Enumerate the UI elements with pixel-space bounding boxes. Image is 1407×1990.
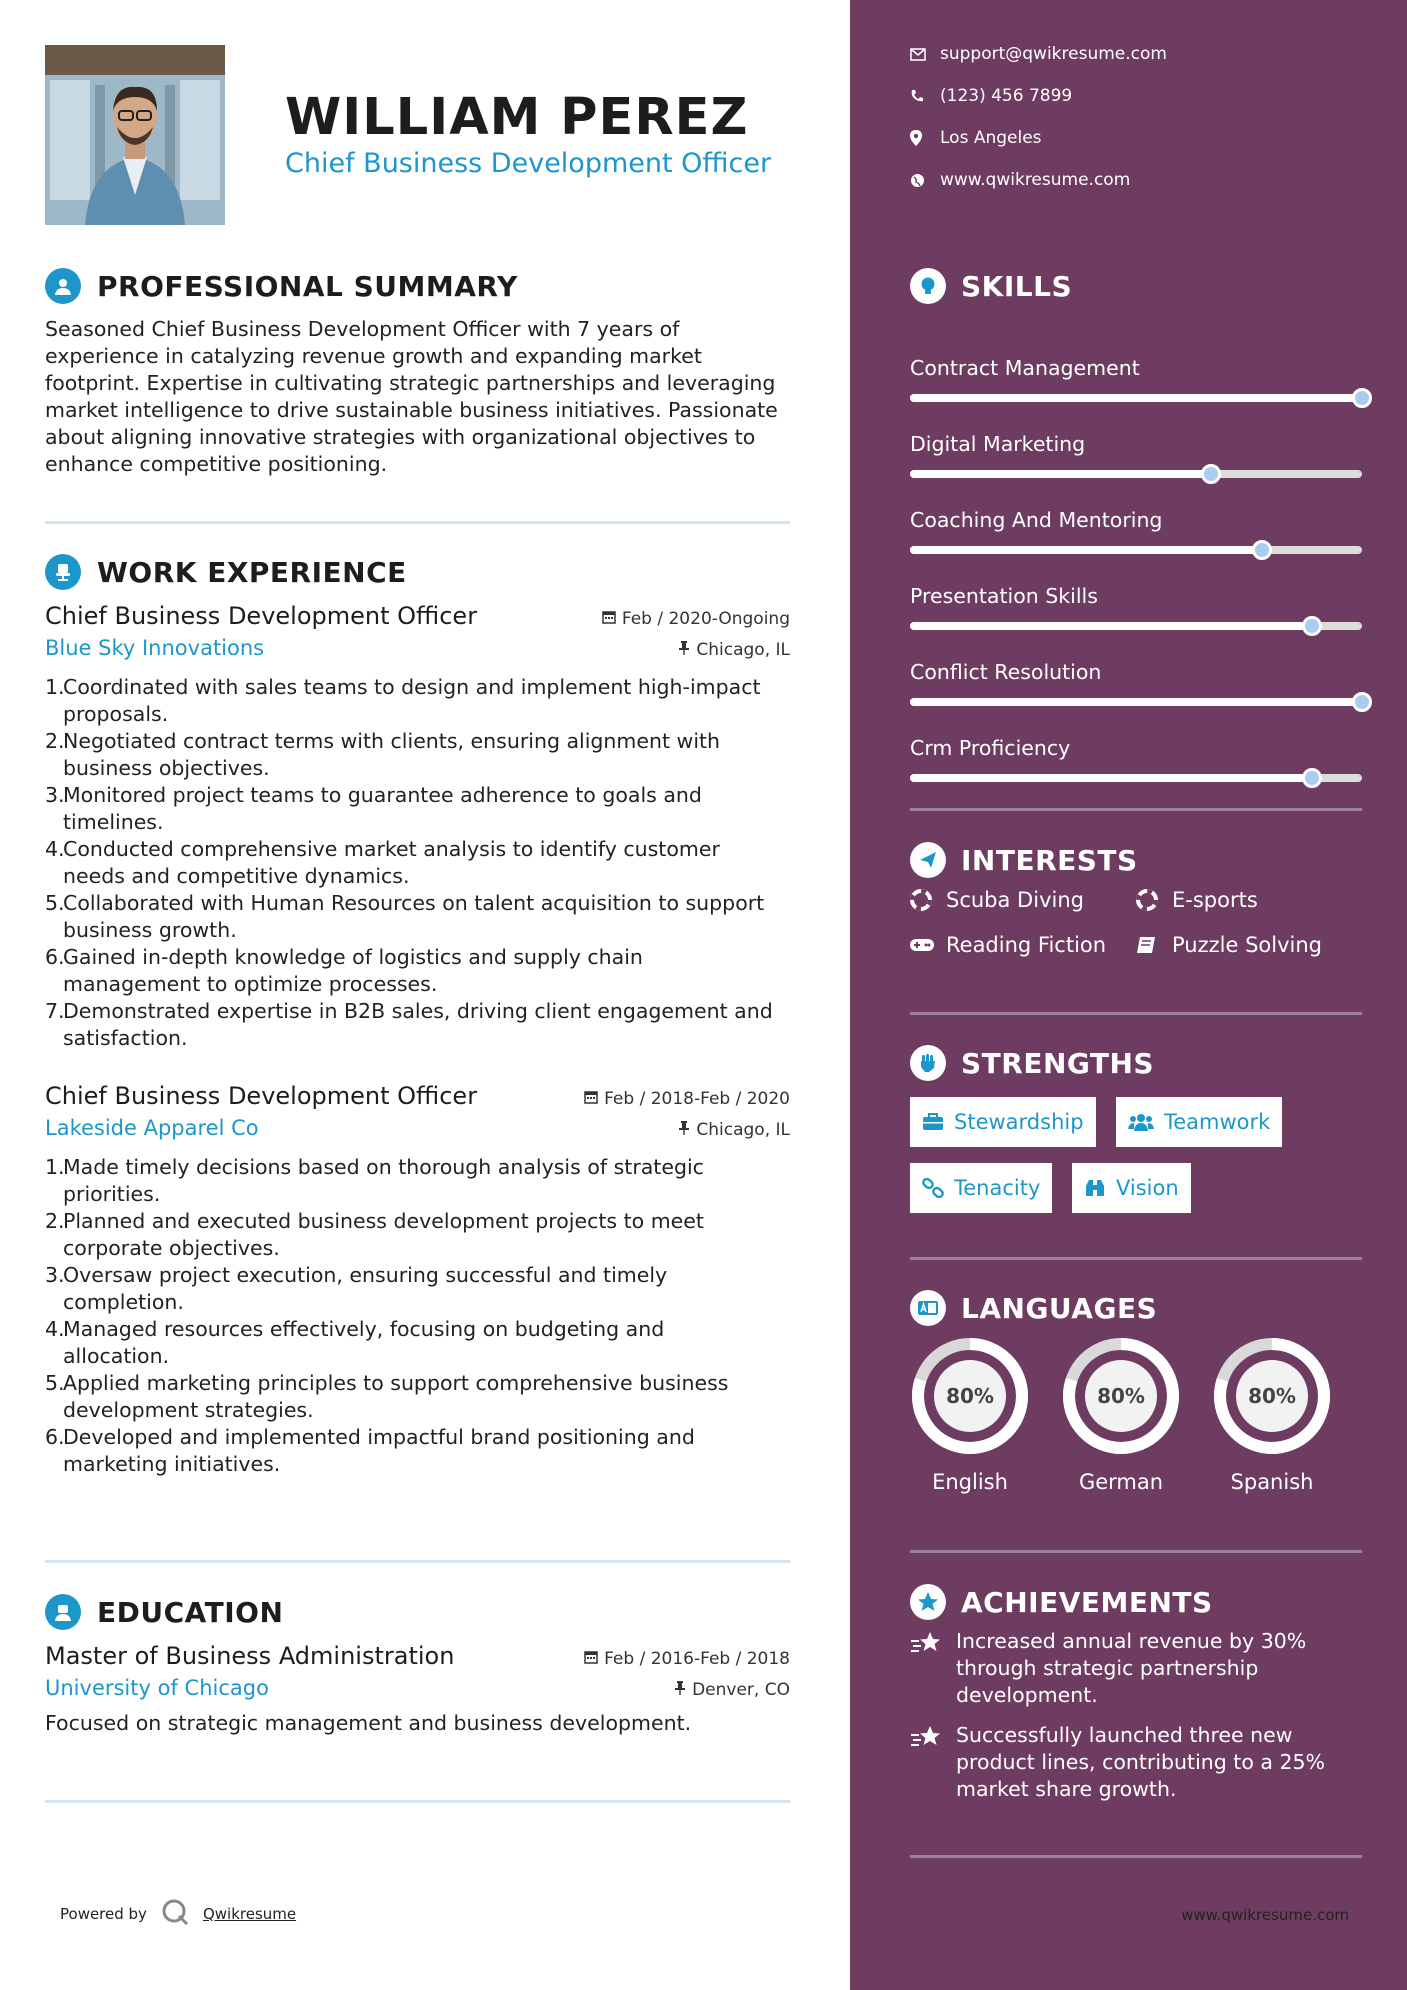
shooting-star-icon <box>910 1628 956 1709</box>
user-icon <box>45 268 81 304</box>
skill-bar <box>910 698 1362 706</box>
interest-item: E-sports <box>1136 888 1258 912</box>
sidebar-divider <box>910 808 1362 811</box>
qwikresume-link[interactable]: Qwikresume <box>202 1905 297 1923</box>
candidate-name: WILLIAM PEREZ <box>285 88 749 147</box>
list-item: 2. Negotiated contract terms with clients, ensuring alignment with business objectives. <box>45 729 721 780</box>
globe-icon <box>910 173 940 188</box>
book-icon <box>1136 936 1172 954</box>
binoculars-icon <box>1084 1178 1106 1198</box>
job-dates: Feb / 2020-Ongoing <box>602 609 790 629</box>
phone-icon <box>910 89 940 103</box>
contact-website[interactable]: www.qwikresume.com <box>910 168 1130 192</box>
link-icon <box>922 1178 944 1198</box>
shooting-star-icon <box>910 1722 956 1803</box>
education-note: Focused on strategic management and business development. <box>45 1711 692 1735</box>
interest-item: Puzzle Solving <box>1136 933 1322 957</box>
skill-level-knob <box>1252 540 1272 560</box>
company-name: Blue Sky Innovations <box>45 636 265 660</box>
pin-icon <box>678 1120 690 1140</box>
contact-location: Los Angeles <box>910 126 1042 150</box>
job-responsibilities <box>45 674 790 1052</box>
lightbulb-icon <box>910 268 946 304</box>
list-item: 2. Planned and executed business development projects to meet corporate objectives. <box>45 1209 704 1260</box>
paper-plane-icon <box>910 842 946 878</box>
skill-item: Crm Proficiency <box>910 736 1362 796</box>
strength-chip: Teamwork <box>1116 1097 1282 1147</box>
skill-item: Digital Marketing <box>910 432 1362 492</box>
life-ring-icon <box>1136 889 1172 911</box>
experience-title: WORK EXPERIENCE <box>97 555 407 589</box>
strengths-section <box>910 1043 1362 1200</box>
achievement-item: Increased annual revenue by 30% through strategic partnership development. <box>910 1628 1362 1709</box>
list-item: 6. Developed and implemented impactful brand positioning and marketing initiatives. <box>45 1425 695 1476</box>
section-divider <box>45 521 790 524</box>
job-entry <box>45 1082 790 1478</box>
job-title: Chief Business Development Officer <box>45 602 478 630</box>
education-title: EDUCATION <box>97 1595 284 1629</box>
degree: Master of Business Administration <box>45 1642 455 1670</box>
education-dates: Feb / 2016-Feb / 2018 <box>584 1649 790 1669</box>
graduate-icon <box>45 1594 81 1630</box>
sidebar-divider <box>910 1257 1362 1260</box>
list-item: 4. Conducted comprehensive market analysis to identify customer needs and competitive dynamics. <box>45 837 720 888</box>
language-name: Spanish <box>1230 1470 1314 1494</box>
skill-bar <box>910 394 1362 402</box>
sidebar-divider <box>910 1855 1362 1858</box>
summary-title: PROFESSIONAL SUMMARY <box>97 269 518 303</box>
svg-text:80%: 80% <box>946 1384 994 1408</box>
contact-email[interactable]: support@qwikresume.com <box>910 42 1167 66</box>
qwikresume-logo-icon <box>161 1898 191 1930</box>
candidate-role: Chief Business Development Officer <box>285 148 772 179</box>
list-item: 7. Demonstrated expertise in B2B sales, driving client engagement and satisfaction. <box>45 999 773 1050</box>
language-item <box>910 1336 1030 1494</box>
section-divider <box>45 1560 790 1563</box>
languages-title: LANGUAGES <box>961 1291 1158 1325</box>
list-item: 3. Oversaw project execution, ensuring successful and timely completion. <box>45 1263 668 1314</box>
skill-bar <box>910 622 1362 630</box>
language-ring <box>1061 1336 1181 1456</box>
calendar-icon <box>602 609 616 629</box>
list-item: 1. Coordinated with sales teams to design and implement high-impact proposals. <box>45 675 761 726</box>
language-item <box>1061 1336 1181 1494</box>
skill-level-knob <box>1302 768 1322 788</box>
language-name: German <box>1078 1470 1164 1494</box>
skill-level-knob <box>1302 616 1322 636</box>
skill-bar <box>910 470 1362 478</box>
experience-section <box>45 552 790 1478</box>
envelope-icon <box>910 48 940 61</box>
briefcase-icon <box>922 1113 944 1131</box>
pin-icon <box>678 640 690 660</box>
languages-section <box>910 1288 1362 1494</box>
strength-chip: Vision <box>1072 1163 1191 1213</box>
pin-icon <box>674 1680 686 1700</box>
skill-level-knob <box>1352 692 1372 712</box>
skill-item: Coaching And Mentoring <box>910 508 1362 568</box>
skill-level-knob <box>1201 464 1221 484</box>
job-entry <box>45 602 790 1052</box>
section-divider <box>45 1800 790 1803</box>
strength-chip: Tenacity <box>910 1163 1052 1213</box>
list-item: 1. Made timely decisions based on thorough analysis of strategic priorities. <box>45 1155 704 1206</box>
education-section <box>45 1592 790 1737</box>
star-badge-icon <box>910 1584 946 1620</box>
education-entry <box>45 1642 790 1737</box>
achievements-section <box>910 1582 1362 1801</box>
language-item <box>1212 1336 1332 1494</box>
language-name: English <box>932 1470 1008 1494</box>
achievements-title: ACHIEVEMENTS <box>961 1585 1213 1619</box>
list-item: 5. Applied marketing principles to support comprehensive business development strategies. <box>45 1371 729 1422</box>
summary-section <box>45 266 790 478</box>
interests-section <box>910 840 1362 957</box>
svg-text:80%: 80% <box>1097 1384 1145 1408</box>
strengths-title: STRENGTHS <box>961 1046 1155 1080</box>
sidebar-divider <box>910 1550 1362 1553</box>
job-location: Chicago, IL <box>678 640 790 660</box>
job-title: Chief Business Development Officer <box>45 1082 478 1110</box>
briefcase-chair-icon <box>45 554 81 590</box>
skill-bar <box>910 546 1362 554</box>
sidebar <box>850 0 1407 1990</box>
footer-website-link[interactable]: www.qwikresume.com <box>1181 1906 1349 1924</box>
skill-item: Contract Management <box>910 356 1362 416</box>
contact-phone[interactable]: (123) 456 7899 <box>910 84 1072 108</box>
fist-icon <box>910 1045 946 1081</box>
profile-photo <box>45 45 225 225</box>
achievement-item: Successfully launched three new product lines, contributing to a 25% market share growth. <box>910 1722 1362 1803</box>
list-item: 5. Collaborated with Human Resources on talent acquisition to support business growth. <box>45 891 765 942</box>
calendar-icon <box>584 1649 598 1669</box>
users-icon <box>1128 1113 1154 1131</box>
list-item: 6. Gained in-depth knowledge of logistics and supply chain management to optimize processes. <box>45 945 643 996</box>
interests-title: INTERESTS <box>961 843 1138 877</box>
summary-text: Seasoned Chief Business Development Officer with 7 years of experience in catalyzing revenue growth and expanding market footprint. Expertise in cultivating strategic partnerships and leveraging market intelligence to drive sustainable business initiatives. Passionate about aligning innovative strategies with organizational objectives to enhance competitive positioning. <box>45 317 778 476</box>
school-name: University of Chicago <box>45 1676 269 1700</box>
gamepad-icon <box>910 938 946 952</box>
skill-bar <box>910 774 1362 782</box>
job-dates: Feb / 2018-Feb / 2020 <box>584 1089 790 1109</box>
skill-item: Presentation Skills <box>910 584 1362 644</box>
list-item: 3. Monitored project teams to guarantee adherence to goals and timelines. <box>45 783 702 834</box>
job-responsibilities <box>45 1154 790 1478</box>
life-ring-icon <box>910 889 946 911</box>
interest-item: Scuba Diving <box>910 888 1084 912</box>
job-location: Chicago, IL <box>678 1120 790 1140</box>
svg-text:80%: 80% <box>1248 1384 1296 1408</box>
skill-item: Conflict Resolution <box>910 660 1362 720</box>
education-location: Denver, CO <box>674 1680 790 1700</box>
powered-by: Powered by Qwikresume <box>60 1898 296 1930</box>
skills-title: SKILLS <box>961 269 1073 303</box>
translate-icon <box>910 1290 946 1326</box>
language-ring <box>910 1336 1030 1456</box>
skill-level-knob <box>1352 388 1372 408</box>
company-name: Lakeside Apparel Co <box>45 1116 259 1140</box>
interest-item: Reading Fiction <box>910 933 1106 957</box>
calendar-icon <box>584 1089 598 1109</box>
list-item: 4. Managed resources effectively, focusing on budgeting and allocation. <box>45 1317 665 1368</box>
sidebar-divider <box>910 1012 1362 1015</box>
language-ring <box>1212 1336 1332 1456</box>
strength-chip: Stewardship <box>910 1097 1096 1147</box>
map-marker-icon <box>910 130 940 146</box>
skills-section <box>910 266 1362 760</box>
